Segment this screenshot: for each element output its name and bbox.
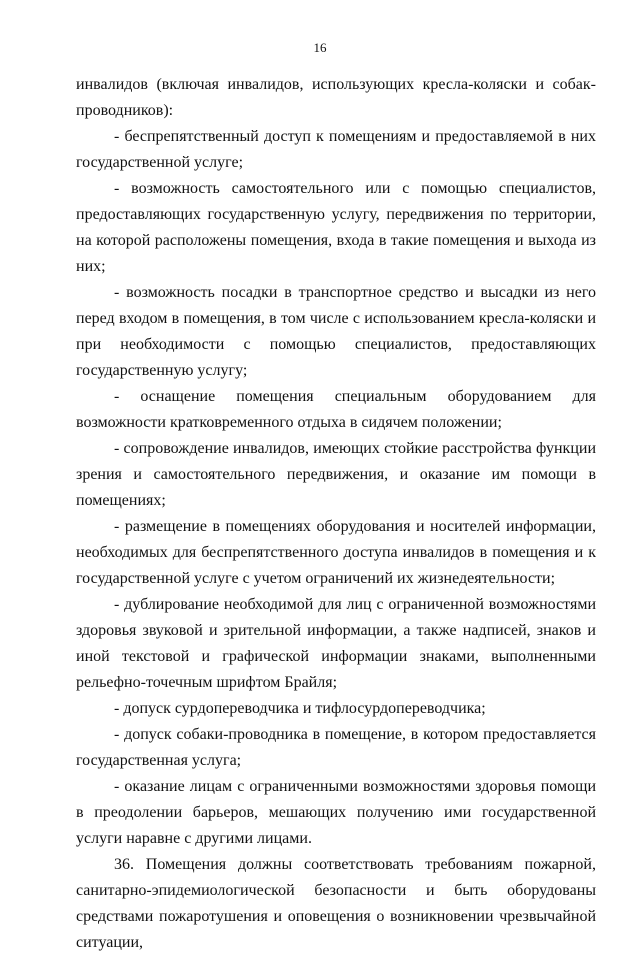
list-item-guide-dog: - допуск собаки-проводника в помещение, в котором предоставляется государственная услуга; — [76, 726, 596, 769]
paragraph-continuation: инвалидов (включая инвалидов, использующих кресла-коляски и собак-проводников): — [76, 76, 596, 119]
document-body — [76, 72, 596, 956]
list-item-unobstructed-access: - беспрепятственный доступ к помещениям и предоставляемой в них государственной услуге; — [76, 128, 596, 171]
list-item-braille-duplication: - дублирование необходимой для лиц с ограниченной возможностями здоровья звуковой и зрительной информации, а также надписей, знаков и иной текстовой и графической информации знаками, выполненными рельефно-точечным шрифтом Брайля; — [76, 596, 596, 691]
list-item-information-carriers: - размещение в помещениях оборудования и носителей информации, необходимых для беспрепятственного доступа инвалидов в помещения и к государственной услуге с учетом ограничений их жизнедеятельности; — [76, 518, 596, 587]
clause-36: 36. Помещения должны соответствовать требованиям пожарной, санитарно-эпидемиологической безопасности и быть оборудованы средствами пожаротушения и оповещения о возникновении чрезвычайной ситуации, — [76, 856, 596, 951]
page-number: 16 — [313, 40, 327, 55]
list-item-sign-interpreter: - допуск сурдопереводчика и тифлосурдопереводчика; — [114, 700, 486, 717]
list-item-independent-movement: - возможность самостоятельного или с помощью специалистов, предоставляющих государственную услугу, передвижения по территории, на которой расположены помещения, входа в такие помещения и выхода из них; — [76, 180, 596, 275]
list-item-vehicle-boarding: - возможность посадки в транспортное средство и высадки из него перед входом в помещения, в том числе с использованием кресла-коляски и при необходимости с помощью специалистов, предоставляющих государственную услугу; — [76, 284, 596, 379]
list-item-escort: - сопровождение инвалидов, имеющих стойкие расстройства функции зрения и самостоятельного передвижения, и оказание им помощи в помещениях; — [76, 440, 596, 509]
list-item-barrier-assistance: - оказание лицам с ограниченными возможностями здоровья помощи в преодолении барьеров, мешающих получению ими государственной услуги наравне с другими лицами. — [76, 778, 596, 847]
list-item-rest-equipment: - оснащение помещения специальным оборудованием для возможности кратковременного отдыха в сидячем положении; — [76, 388, 596, 431]
